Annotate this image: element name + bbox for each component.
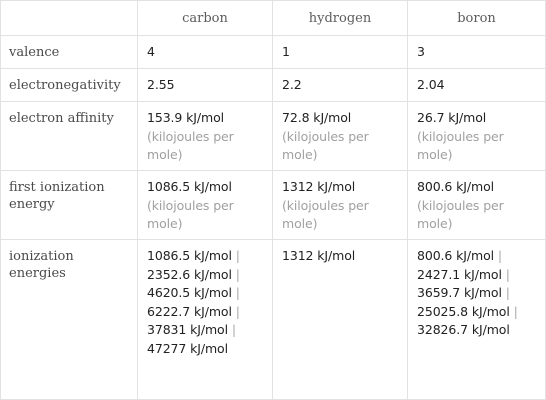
- unit-note: (kilojoules per mole): [147, 197, 234, 231]
- value-text: 26.7 kJ/mol: [417, 110, 487, 125]
- list-value: 32826.7 kJ/mol: [417, 322, 510, 337]
- row-electron-affinity: [1, 102, 546, 171]
- cell-valence-carbon: 4: [138, 36, 273, 69]
- row-ionization-energies: [1, 240, 546, 400]
- list-separator: |: [235, 266, 240, 282]
- list-separator: |: [513, 303, 518, 319]
- column-header-hydrogen: hydrogen: [273, 1, 408, 36]
- list-separator: |: [505, 285, 510, 300]
- row-label-ionization-energies: ionization energies: [1, 240, 138, 400]
- header-corner: [1, 1, 138, 36]
- cell-ionization-energies-hydrogen: [273, 240, 408, 400]
- row-electronegativity: [1, 69, 546, 102]
- unit-note: (kilojoules per mole): [417, 128, 504, 162]
- row-label-first-ionization-energy: first ionization energy: [1, 171, 138, 240]
- list-value: 2427.1 kJ/mol: [417, 266, 502, 282]
- cell-ionization-energies-carbon: [138, 240, 273, 400]
- list-value: 6222.7 kJ/mol: [147, 303, 232, 319]
- cell-first-ionization-hydrogen: [273, 171, 408, 240]
- row-label-electronegativity: electronegativity: [1, 69, 138, 102]
- column-header-boron: boron: [408, 1, 546, 36]
- cell-electron-affinity-carbon: [138, 102, 273, 171]
- cell-first-ionization-boron: [408, 171, 546, 240]
- list-value: 1086.5 kJ/mol: [147, 248, 232, 263]
- cell-valence-hydrogen: 1: [273, 36, 408, 69]
- row-label-valence: valence: [1, 36, 138, 69]
- unit-note: (kilojoules per mole): [282, 128, 369, 162]
- header-row: [1, 1, 546, 36]
- list-separator: |: [231, 322, 236, 337]
- row-first-ionization-energy: [1, 171, 546, 240]
- unit-note: (kilojoules per mole): [417, 197, 504, 231]
- list-separator: |: [235, 248, 240, 263]
- cell-electron-affinity-hydrogen: [273, 102, 408, 171]
- cell-first-ionization-carbon: [138, 171, 273, 240]
- list-value: 25025.8 kJ/mol: [417, 303, 510, 319]
- list-separator: |: [235, 285, 240, 300]
- list-value: 2352.6 kJ/mol: [147, 266, 232, 282]
- cell-ionization-energies-boron: [408, 240, 546, 400]
- column-header-carbon: carbon: [138, 1, 273, 36]
- value-text: 800.6 kJ/mol: [417, 179, 494, 194]
- list-separator: |: [235, 303, 240, 319]
- list-separator: |: [497, 248, 502, 263]
- list-value: 37831 kJ/mol: [147, 322, 228, 337]
- row-valence: [1, 36, 546, 69]
- list-separator: |: [505, 266, 510, 282]
- cell-electronegativity-boron: 2.04: [408, 69, 546, 102]
- list-value: 3659.7 kJ/mol: [417, 285, 502, 300]
- row-label-electron-affinity: electron affinity: [1, 102, 138, 171]
- unit-note: (kilojoules per mole): [282, 197, 369, 231]
- value-text: 153.9 kJ/mol: [147, 110, 224, 125]
- cell-valence-boron: 3: [408, 36, 546, 69]
- unit-note: (kilojoules per mole): [147, 128, 234, 162]
- cell-electron-affinity-boron: [408, 102, 546, 171]
- value-text: 72.8 kJ/mol: [282, 110, 352, 125]
- value-text: 1312 kJ/mol: [282, 179, 356, 194]
- list-value: 800.6 kJ/mol: [417, 248, 494, 263]
- cell-electronegativity-carbon: 2.55: [138, 69, 273, 102]
- list-value: 1312 kJ/mol: [282, 248, 356, 263]
- value-text: 1086.5 kJ/mol: [147, 179, 232, 194]
- list-value: 47277 kJ/mol: [147, 340, 228, 356]
- list-value: 4620.5 kJ/mol: [147, 285, 232, 300]
- cell-electronegativity-hydrogen: 2.2: [273, 69, 408, 102]
